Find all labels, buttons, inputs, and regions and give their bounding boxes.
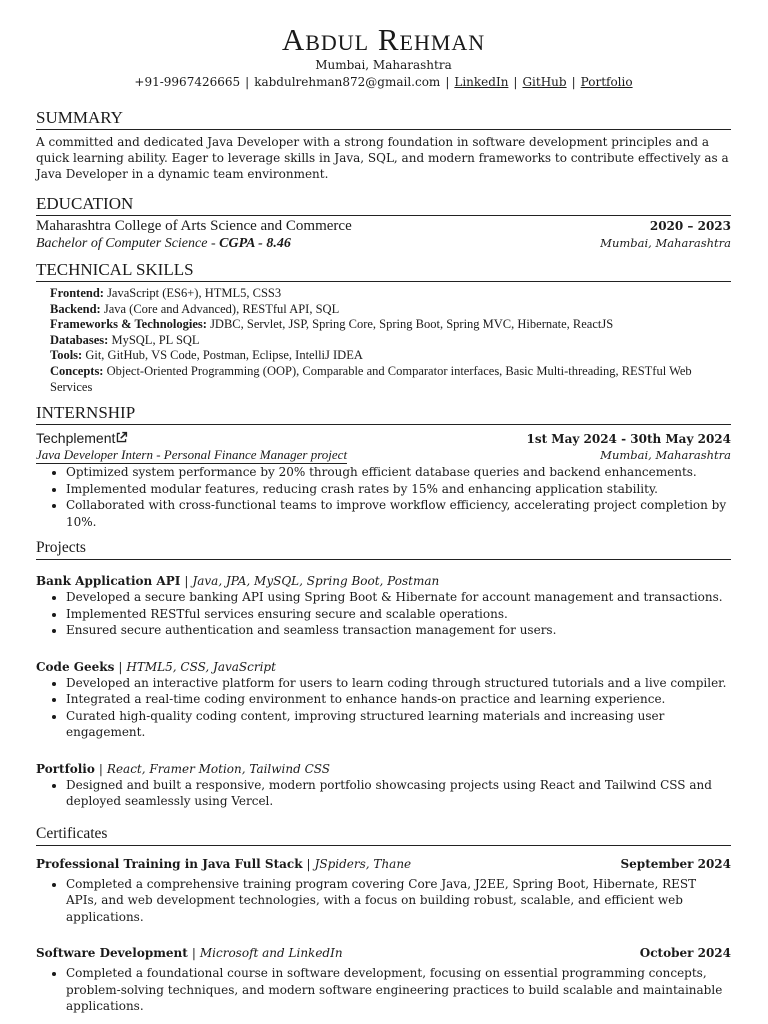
email-address: kabdulrehman872@gmail.com <box>254 75 441 89</box>
school-name: Maharashtra College of Arts Science and Commerce <box>36 218 352 234</box>
education-heading: EDUCATION <box>36 194 731 216</box>
contact-line: +91-9967426665 | kabdulrehman872@gmail.com | LinkedIn | GitHub | Portfolio <box>134 75 633 89</box>
certificates-section <box>36 824 731 1015</box>
linkedin-link[interactable]: LinkedIn <box>454 75 509 89</box>
list-item: • Ensured secure authentication and seamless transaction management for users. <box>66 622 731 639</box>
summary-text: A committed and dedicated Java Developer with a strong foundation in software development principles and a quick learning ability. Eager to leverage skills in Java, SQL, and modern frameworks to contribute effectively as a Java Developer in a dynamic team environment. <box>36 135 729 181</box>
degree-row <box>36 235 731 252</box>
company-link[interactable]: Techplement <box>36 429 128 447</box>
education-dates: 2020 – 2023 <box>649 219 731 233</box>
list-item: • Implemented modular features, reducing crash rates by 15% and enhancing application stability. <box>66 481 731 498</box>
candidate-location: Mumbai, Maharashtra <box>315 58 452 72</box>
project-code-geeks-bullets <box>36 675 731 741</box>
skills-section <box>36 260 731 395</box>
certificates-heading: Certificates <box>36 824 731 846</box>
list-item: • Completed a foundational course in software development, focusing on essential programming concepts, problem-solving techniques, and modern software engineering practices to build scalable and maintainable applications. <box>66 965 731 1015</box>
role-row <box>36 447 731 464</box>
list-item: • Integrated a real-time coding environment to enhance hands-on practice and learning experience. <box>66 691 731 708</box>
portfolio-link[interactable]: Portfolio <box>580 75 633 89</box>
certificate-java-full-stack: Professional Training in Java Full Stack | JSpiders, Thane September 2024 <box>36 856 731 871</box>
degree-name: Bachelor of Computer Science <box>36 236 208 251</box>
internship-section <box>36 403 731 530</box>
project-portfolio: Portfolio | React, Framer Motion, Tailwind CSS <box>36 761 331 776</box>
skills-list <box>36 286 731 395</box>
skill-backend: Backend: Java (Core and Advanced), RESTful API, SQL <box>50 301 340 316</box>
phone-number: +91-9967426665 <box>134 75 241 89</box>
skill-tools: Tools: Git, GitHub, VS Code, Postman, Eclipse, IntelliJ IDEA <box>50 348 363 363</box>
project-code-geeks: Code Geeks | HTML5, CSS, JavaScript <box>36 659 276 674</box>
summary-section <box>36 108 731 182</box>
list-item: • Curated high-quality coding content, improving structured learning materials and increasing user engagement. <box>66 708 731 741</box>
projects-section <box>36 538 731 810</box>
list-item: • Developed a secure banking API using Spring Boot & Hibernate for account management and transactions. <box>66 589 731 606</box>
certificate-software-dev: Software Development | Microsoft and LinkedIn October 2024 <box>36 946 731 961</box>
github-link[interactable]: GitHub <box>522 75 567 89</box>
internship-dates: 1st May 2024 - 30th May 2024 <box>526 432 731 447</box>
list-item: • Implemented RESTful services ensuring secure and scalable operations. <box>66 606 731 623</box>
internship-heading: INTERNSHIP <box>36 403 731 425</box>
list-item: • Optimized system performance by 20% through efficient database queries and backend enhancements. <box>66 464 731 481</box>
external-link-icon <box>115 431 128 444</box>
skill-concepts: Concepts: Object-Oriented Programming (OOP), Comparable and Comparator interfaces, Basic Multi-threading, RESTful Web Services <box>50 363 692 394</box>
internship-location: Mumbai, Maharashtra <box>600 448 731 463</box>
internship-bullets <box>36 464 731 530</box>
candidate-name: Abdul Rehman <box>281 22 486 57</box>
summary-heading: SUMMARY <box>36 108 731 130</box>
list-item: • Designed and built a responsive, modern portfolio showcasing projects using React and Tailwind CSS and deployed seamlessly using Vercel. <box>66 777 731 810</box>
intern-role: Java Developer Intern - Personal Finance Manager project <box>36 447 348 463</box>
project-bank-api-bullets <box>36 589 731 639</box>
list-item: • Completed a comprehensive training program covering Core Java, J2EE, Spring Boot, Hibernate, REST APIs, and web development technologies, with a focus on building robust, scalable, and efficient web applications. <box>66 876 731 926</box>
education-location: Mumbai, Maharashtra <box>600 236 731 250</box>
cgpa: CGPA - 8.46 <box>219 236 291 251</box>
project-bank-api: Bank Application API | Java, JPA, MySQL, Spring Boot, Postman <box>36 574 440 589</box>
skill-databases: Databases: MySQL, PL SQL <box>50 332 200 347</box>
project-portfolio-bullets <box>36 777 731 810</box>
skill-frontend: Frontend: JavaScript (ES6+), HTML5, CSS3 <box>50 286 282 300</box>
skill-frameworks: Frameworks & Technologies: JDBC, Servlet, JSP, Spring Core, Spring Boot, Spring MVC, Hibernate, ReactJS <box>50 317 614 332</box>
certificate-software-bullets <box>36 965 731 1015</box>
resume-page <box>36 0 731 1015</box>
education-row <box>36 217 731 235</box>
degree-line: Bachelor of Computer Science - CGPA - 8.46 <box>36 236 291 251</box>
certificate-java-bullets <box>36 876 731 926</box>
projects-heading: Projects <box>36 538 731 560</box>
list-item: • Developed an interactive platform for users to learn coding through structured tutorials and a live compiler. <box>66 675 731 692</box>
skills-heading: TECHNICAL SKILLS <box>36 260 731 282</box>
internship-row <box>36 429 731 447</box>
list-item: • Collaborated with cross-functional teams to improve workflow efficiency, accelerating project completion by 10%. <box>66 497 731 530</box>
education-section <box>36 194 731 252</box>
